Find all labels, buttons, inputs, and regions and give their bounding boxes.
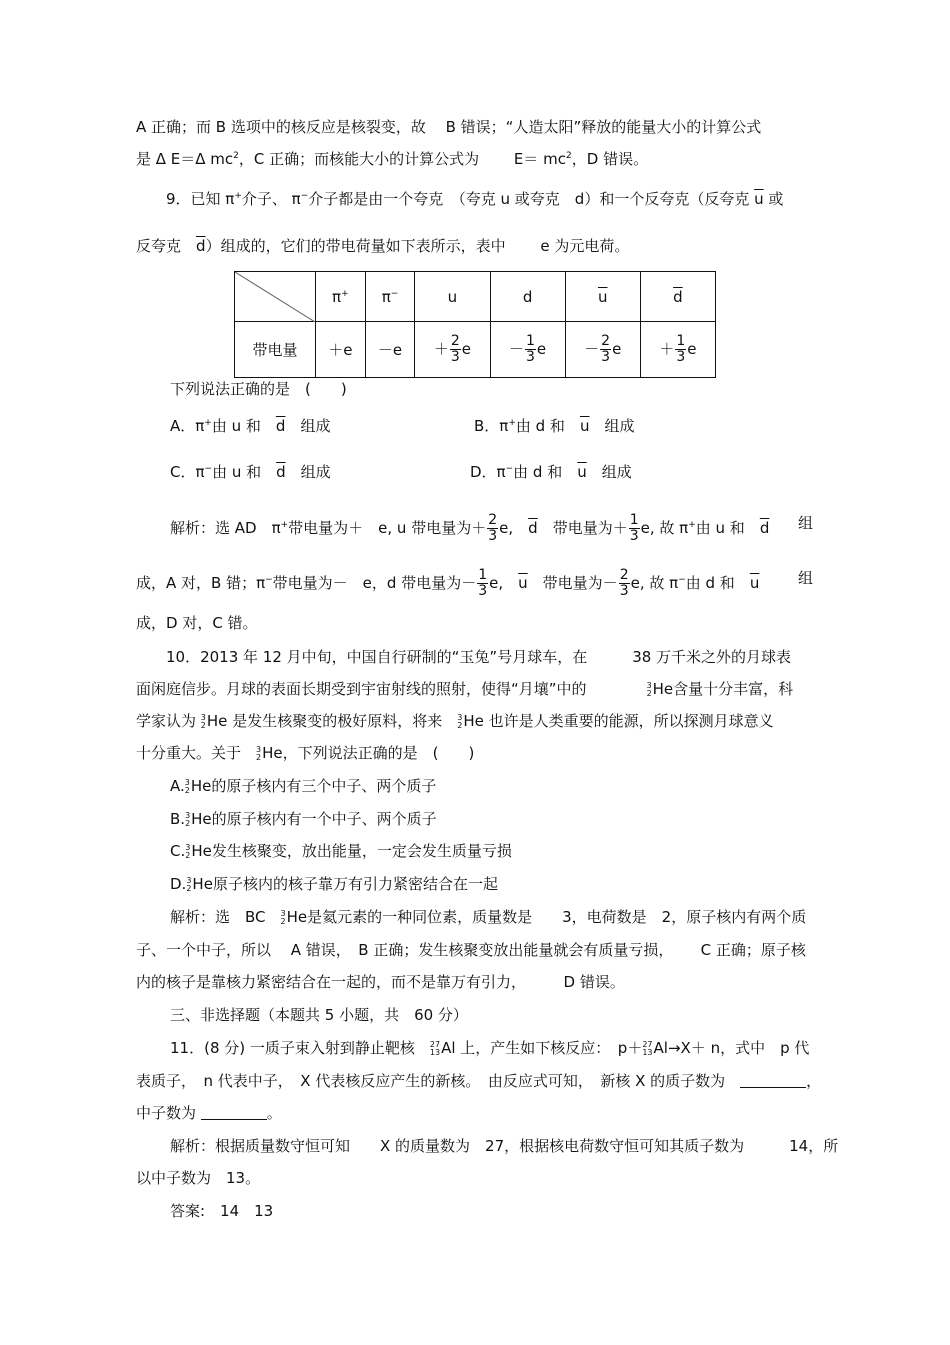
answer-blank[interactable] [740, 1073, 806, 1088]
charge-pi-plus: ＋e [316, 322, 366, 378]
option-b: B. 3 2 He的原子核内有一个中子、两个质子 [170, 810, 437, 828]
text-fragment: 组 [798, 569, 814, 587]
answer-line: 答案: 14 13 [170, 1202, 274, 1220]
he3-isotope: 3 2 He [200, 712, 228, 730]
charge-d: － $\frac{1}{3}$ e [490, 322, 565, 378]
section-heading: 三、非选择题（本题共 5 小题，共 60 分） [170, 1006, 468, 1024]
header-u: u [415, 272, 490, 322]
anti-d: $\overline{d}$ [196, 237, 206, 255]
text-fragment: ，D 错误。 [571, 150, 649, 168]
superscript: − [300, 191, 309, 201]
option-c: C．π−由 u 和 $\overline{d}$ 组成 [170, 463, 331, 481]
charge-anti-d: ＋ $\frac{1}{3}$ e [640, 322, 715, 378]
question-11-line-2: 表质子， n 代表中子， X 代表核反应产生的新核。 由反应式可知， 新核 X 的质子数为 ， [136, 1072, 822, 1090]
superscript: + [234, 191, 242, 201]
analysis-10-line-1: 解析：选 BC 3 2 He是氦元素的一种同位素，质量数是 3，电荷数是 2，原子核内有两个质 [170, 908, 807, 926]
superscript: 2 [233, 151, 239, 161]
charge-table [234, 271, 716, 378]
text-fragment: ，C 正确；而核能大小的计算公式为 E＝ mc [238, 150, 567, 168]
text-fragment: 或 [768, 190, 784, 208]
question-9-line-1 [166, 189, 783, 209]
he3-isotope: 3 2 He [646, 680, 674, 698]
al27-isotope: 27 13 Al [642, 1039, 668, 1057]
header-anti-u: $\overline{u}$ [565, 272, 640, 322]
text-line [136, 149, 648, 169]
charge-pi-minus: －e [365, 322, 415, 378]
analysis-10-line-2: 子、一个中子，所以 A 错误， B 正确；发生核聚变放出能量就会有质量亏损， C 正确；原子核 [136, 941, 806, 959]
analysis-9-line-1: 解析：选 AD π+带电量为＋ e, u 带电量为＋ $\frac{2}{3}$ e, $\overline{d}$ 带电量为＋ $\frac{1}{3}$ e, 故 π+由 u 和 $\overline{d}$ [170, 512, 770, 544]
table-header-row [235, 272, 716, 322]
anti-u: $\overline{u}$ [754, 190, 764, 208]
fraction: $\frac{2}{3}$ [488, 512, 498, 544]
analysis-9-line-3: 成，D 对，C 错。 [136, 614, 258, 632]
question-10-line-2: 面闲庭信步。月球的表面长期受到宇宙射线的照射，使得“月壤”中的 3 2 He含量十分丰富，科 [136, 680, 794, 698]
question-11-line-3: 中子数为 。 [136, 1104, 282, 1122]
question-10-line-1: 10．2013 年 12 月中旬，中国自行研制的“玉兔”号月球车，在 38 万千米之外的月球表 [166, 648, 792, 666]
row-label: 带电量 [235, 322, 316, 378]
text-fragment: 组 [798, 514, 814, 532]
text-fragment: 9．已知 π [166, 190, 235, 208]
text-fragment: 是 Δ E＝Δ mc [136, 150, 234, 168]
text-line: A 正确；而 B 选项中的核反应是核裂变，故 B 错误；“人造太阳”释放的能量大小的计算公式 [136, 118, 762, 136]
table-row [235, 322, 716, 378]
option-b: B．π+由 d 和 $\overline{u}$ 组成 [474, 417, 635, 435]
superscript: 2 [566, 151, 572, 161]
diagonal-line-icon [235, 272, 315, 322]
diagonal-header-cell [235, 272, 316, 322]
question-11-line-1: 11．(8 分) 一质子束入射到静止靶核 27 13 Al 上，产生如下核反应： p＋ 27 13 Al→X＋ n，式中 p 代 [170, 1039, 810, 1057]
header-pi-minus: π− [365, 272, 415, 322]
option-a: A．π+由 u 和 $\overline{d}$ 组成 [170, 417, 331, 435]
charge-u: ＋ $\frac{2}{3}$ e [415, 322, 490, 378]
option-a: A. 3 2 He的原子核内有三个中子、两个质子 [170, 777, 437, 795]
option-c: C. 3 2 He发生核聚变，放出能量，一定会发生质量亏损 [170, 842, 512, 860]
text-fragment: ）组成的，它们的带电荷量如下表所示，表中 e 为元电荷。 [205, 237, 630, 255]
he3-isotope: 3 2 He [457, 712, 484, 730]
al27-isotope: 27 13 Al [429, 1039, 456, 1057]
fraction: $\frac{2}{3}$ [619, 567, 629, 599]
option-d: D．π−由 d 和 $\overline{u}$ 组成 [470, 463, 632, 481]
text-fragment: 介子、 π [241, 190, 301, 208]
question-10-line-4: 十分重大。关于 3 2 He，下列说法正确的是 ( ) [136, 744, 475, 762]
question-prompt: 下列说法正确的是 ( ) [170, 380, 347, 398]
analysis-9-line-2: 成，A 对，B 错；π−带电量为－ e，d 带电量为－ $\frac{1}{3}$ e, $\overline{u}$ 带电量为－ $\frac{2}{3}$ e, 故 π−由 d 和 $\overline{u}$ [136, 567, 760, 599]
charge-anti-u: － $\frac{2}{3}$ e [565, 322, 640, 378]
option-d: D. 3 2 He原子核内的核子靠万有引力紧密结合在一起 [170, 875, 498, 893]
fraction: $\frac{1}{3}$ [478, 567, 488, 599]
analysis-11-line-2: 以中子数为 13。 [136, 1169, 261, 1187]
fraction: $\frac{1}{3}$ [629, 512, 639, 544]
question-9-line-2 [136, 236, 629, 256]
text-fragment: 介子都是由一个夸克 （夸克 u 或夸克 d）和一个反夸克（反夸克 [308, 190, 750, 208]
answer-blank[interactable] [201, 1105, 267, 1120]
analysis-11-line-1: 解析：根据质量数守恒可知 X 的质量数为 27，根据核电荷数守恒可知其质子数为 14，所 [170, 1137, 839, 1155]
header-pi-plus: π+ [316, 272, 366, 322]
text-fragment: 反夸克 [136, 237, 182, 255]
question-10-line-3: 学家认为 3 2 He 是发生核聚变的极好原料，将来 3 2 He 也许是人类重要的能源，所以探测月球意义 [136, 712, 774, 730]
header-d: d [490, 272, 565, 322]
header-anti-d: $\overline{d}$ [640, 272, 715, 322]
he3-isotope: 3 2 He [256, 744, 283, 762]
analysis-10-line-3: 内的核子是靠核力紧密结合在一起的，而不是靠万有引力， D 错误。 [136, 973, 625, 991]
